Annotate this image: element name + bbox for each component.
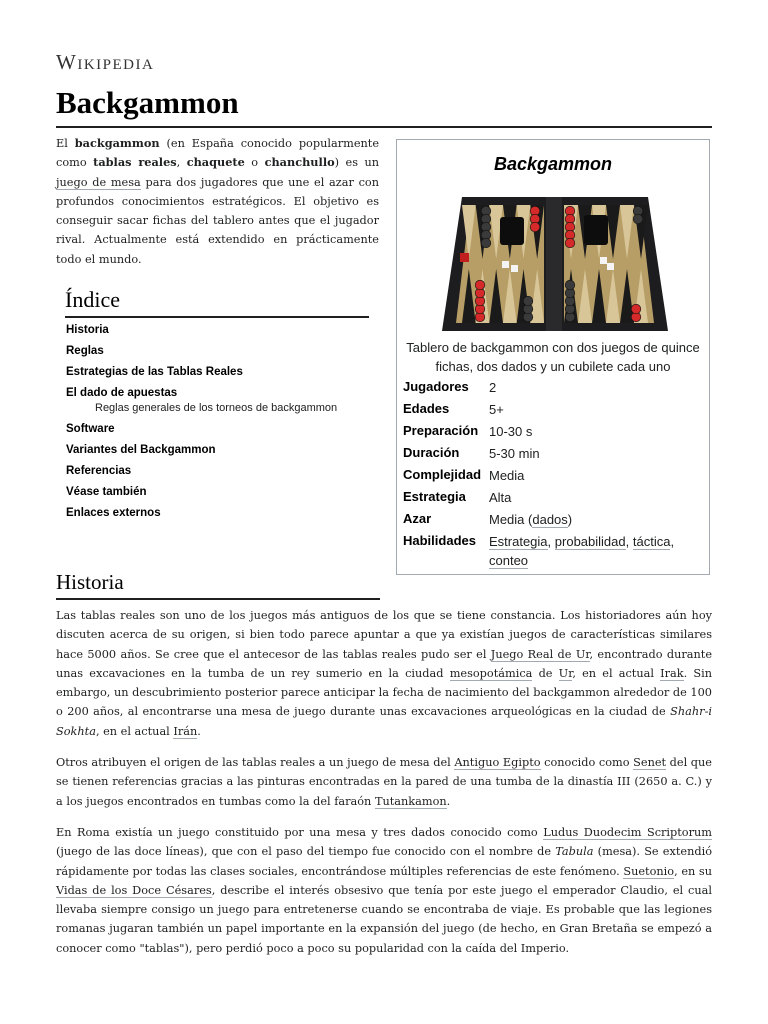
row-value: 5-30 min bbox=[489, 446, 540, 461]
link-juego-real-de-ur[interactable]: Juego Real de Ur bbox=[490, 647, 590, 661]
row-value: Media bbox=[489, 468, 525, 483]
infobox-row bbox=[403, 443, 703, 465]
historia-body bbox=[56, 606, 712, 970]
link-conteo[interactable]: conteo bbox=[489, 552, 529, 568]
toc-heading: Índice bbox=[65, 287, 120, 312]
toc-item-estrategias[interactable]: Estrategias de las Tablas Reales bbox=[66, 366, 243, 378]
link-tactica[interactable]: táctica bbox=[632, 534, 671, 549]
toc-divider bbox=[65, 316, 369, 318]
row-label: Azar bbox=[403, 511, 432, 526]
table-of-contents bbox=[66, 322, 369, 526]
link-mesopotamica[interactable]: mesopotámica bbox=[449, 666, 533, 680]
link-probabilidad[interactable]: probabilidad bbox=[554, 534, 626, 549]
toc-item-referencias[interactable]: Referencias bbox=[66, 465, 132, 477]
link-suetonio[interactable]: Suetonio bbox=[623, 864, 675, 878]
toc-item-reglas[interactable]: Reglas bbox=[66, 345, 104, 357]
infobox-caption: Tablero de backgammon con dos juegos de quince fichas, dos dados y un cubilete cada uno bbox=[406, 340, 700, 374]
row-value: Media (dados) bbox=[489, 512, 573, 527]
toc-item-variantes[interactable]: Variantes del Backgammon bbox=[66, 444, 216, 456]
row-value: 5+ bbox=[489, 402, 504, 417]
infobox-row bbox=[403, 399, 703, 421]
infobox bbox=[396, 139, 710, 575]
row-label: Edades bbox=[403, 401, 450, 416]
link-juego-de-mesa[interactable]: juego de mesa bbox=[56, 175, 141, 189]
bold-term: tablas reales bbox=[93, 155, 177, 170]
page-title: Backgammon bbox=[56, 85, 239, 120]
infobox-title: Backgammon bbox=[493, 154, 613, 174]
bold-term: chaquete bbox=[186, 155, 245, 170]
row-value: 2 bbox=[489, 380, 497, 395]
logo-text: Wikipedia bbox=[56, 50, 155, 74]
infobox-row bbox=[403, 377, 703, 399]
backgammon-board-image[interactable] bbox=[442, 193, 668, 335]
bold-term: chanchullo bbox=[264, 155, 335, 170]
toc-item-historia[interactable]: Historia bbox=[66, 324, 109, 336]
wikipedia-logo[interactable] bbox=[56, 50, 154, 75]
section-divider bbox=[56, 598, 380, 600]
intro-paragraph: El backgammon (en España conocido popularmente como tablas reales, chaquete o chanchullo) es un juego de mesa para dos jugadores que une el azar con profundos conocimientos estratégicos. El objetivo es conseguir sacar fichas del tablero antes que el jugador rival. Actualmente está extendido en prácticamente todo el mundo. bbox=[56, 136, 380, 266]
toc-item-software[interactable]: Software bbox=[66, 423, 115, 435]
infobox-row bbox=[403, 509, 703, 531]
infobox-row bbox=[403, 421, 703, 443]
link-ludus-duodecim-scriptorum[interactable]: Ludus Duodecim Scriptorum bbox=[543, 825, 712, 839]
paragraph: En Roma existía un juego constituido por una mesa y tres dados conocido como Ludus Duodecim Scriptorum (juego de las doce líneas), que con el paso del tiempo fue conocido con el nombre de Tabula (mesa). Se extendió rápidamente por todas las clases sociales, encontrándose múltiples referencias de este fenómeno. Suetonio, en su Vidas de los Doce Césares, describe el interés obsesivo que tenía por este juego el emperador Claudio, el cual llevaba siempre consigo un juego para entretenerse cuando se encontraba de viaje. Es probable que las legiones romanas jugaran también un papel importante en la expansión del juego (de hecho, en Gran Bretaña se empezó a conocer como "tablas"), pero perdió poco a poco su popularidad con la caída del Imperio. bbox=[56, 825, 712, 955]
row-value: Estrategia, probabilidad, táctica, conteo bbox=[489, 534, 675, 568]
link-estrategia[interactable]: Estrategia bbox=[489, 534, 548, 549]
title-divider bbox=[56, 126, 712, 128]
link-dados[interactable]: dados bbox=[532, 512, 568, 527]
infobox-rows bbox=[403, 377, 703, 568]
toc-item-vease-tambien[interactable]: Véase también bbox=[66, 486, 147, 498]
row-label: Duración bbox=[403, 445, 460, 460]
link-iran[interactable]: Irán bbox=[173, 724, 198, 738]
italic-term: Tabula bbox=[555, 845, 594, 859]
row-value: 10-30 s bbox=[489, 424, 533, 439]
row-label: Jugadores bbox=[403, 379, 469, 394]
row-label: Complejidad bbox=[403, 467, 482, 482]
row-label: Estrategia bbox=[403, 489, 466, 504]
toc-subitem-reglas-torneos[interactable]: Reglas generales de los torneos de backgammon bbox=[95, 402, 338, 414]
italic-term: Shahr-i Sokhta bbox=[56, 705, 712, 738]
link-irak[interactable]: Irak bbox=[660, 666, 684, 680]
link-vidas-de-los-doce-cesares[interactable]: Vidas de los Doce Césares bbox=[56, 883, 212, 897]
link-antiguo-egipto[interactable]: Antiguo Egipto bbox=[454, 756, 541, 770]
row-label: Habilidades bbox=[403, 533, 476, 548]
paragraph: Las tablas reales son uno de los juegos más antiguos de los que se tiene constancia. Los historiadores aún hoy discuten acerca de su origen, si bien todo parece apuntar a que ya existían juegos de características similares hace 5000 años. Se cree que el antecesor de las tablas reales pudo ser el Juego Real de Ur, encontrado durante unas excavaciones en la tumba de un rey sumerio en la ciudad mesopotámica de Ur, en el actual Irak. Sin embargo, un descubrimiento posterior parece anticipar la fecha de nacimiento del backgammon alrededor de 100 o 200 años, al encontrarse una mesa de juego durante unas excavaciones arqueológicas en la ciudad de Shahr-i Sokhta, en el actual Irán. bbox=[56, 609, 713, 738]
section-heading-historia: Historia bbox=[56, 570, 124, 594]
link-tutankamon[interactable]: Tutankamon bbox=[374, 794, 447, 808]
infobox-row bbox=[403, 531, 703, 568]
link-senet[interactable]: Senet bbox=[633, 756, 667, 770]
toc-item-dado-de-apuestas[interactable]: El dado de apuestas bbox=[66, 387, 178, 399]
row-label: Preparación bbox=[403, 423, 479, 438]
row-value: Alta bbox=[489, 490, 512, 505]
infobox-row bbox=[403, 487, 703, 509]
paragraph: Otros atribuyen el origen de las tablas reales a un juego de mesa del Antiguo Egipto conocido como Senet del que se tienen referencias gracias a las pinturas encontradas en la pared de una tumba de la dinastía III (2650 a. C.) y a los juegos encontrados en tumbas como la del faraón Tutankamon. bbox=[56, 756, 712, 808]
link-ur[interactable]: Ur bbox=[558, 666, 573, 680]
bold-term: backgammon bbox=[74, 136, 160, 150]
toc-item-enlaces-externos[interactable]: Enlaces externos bbox=[66, 507, 161, 519]
infobox-row bbox=[403, 465, 703, 487]
